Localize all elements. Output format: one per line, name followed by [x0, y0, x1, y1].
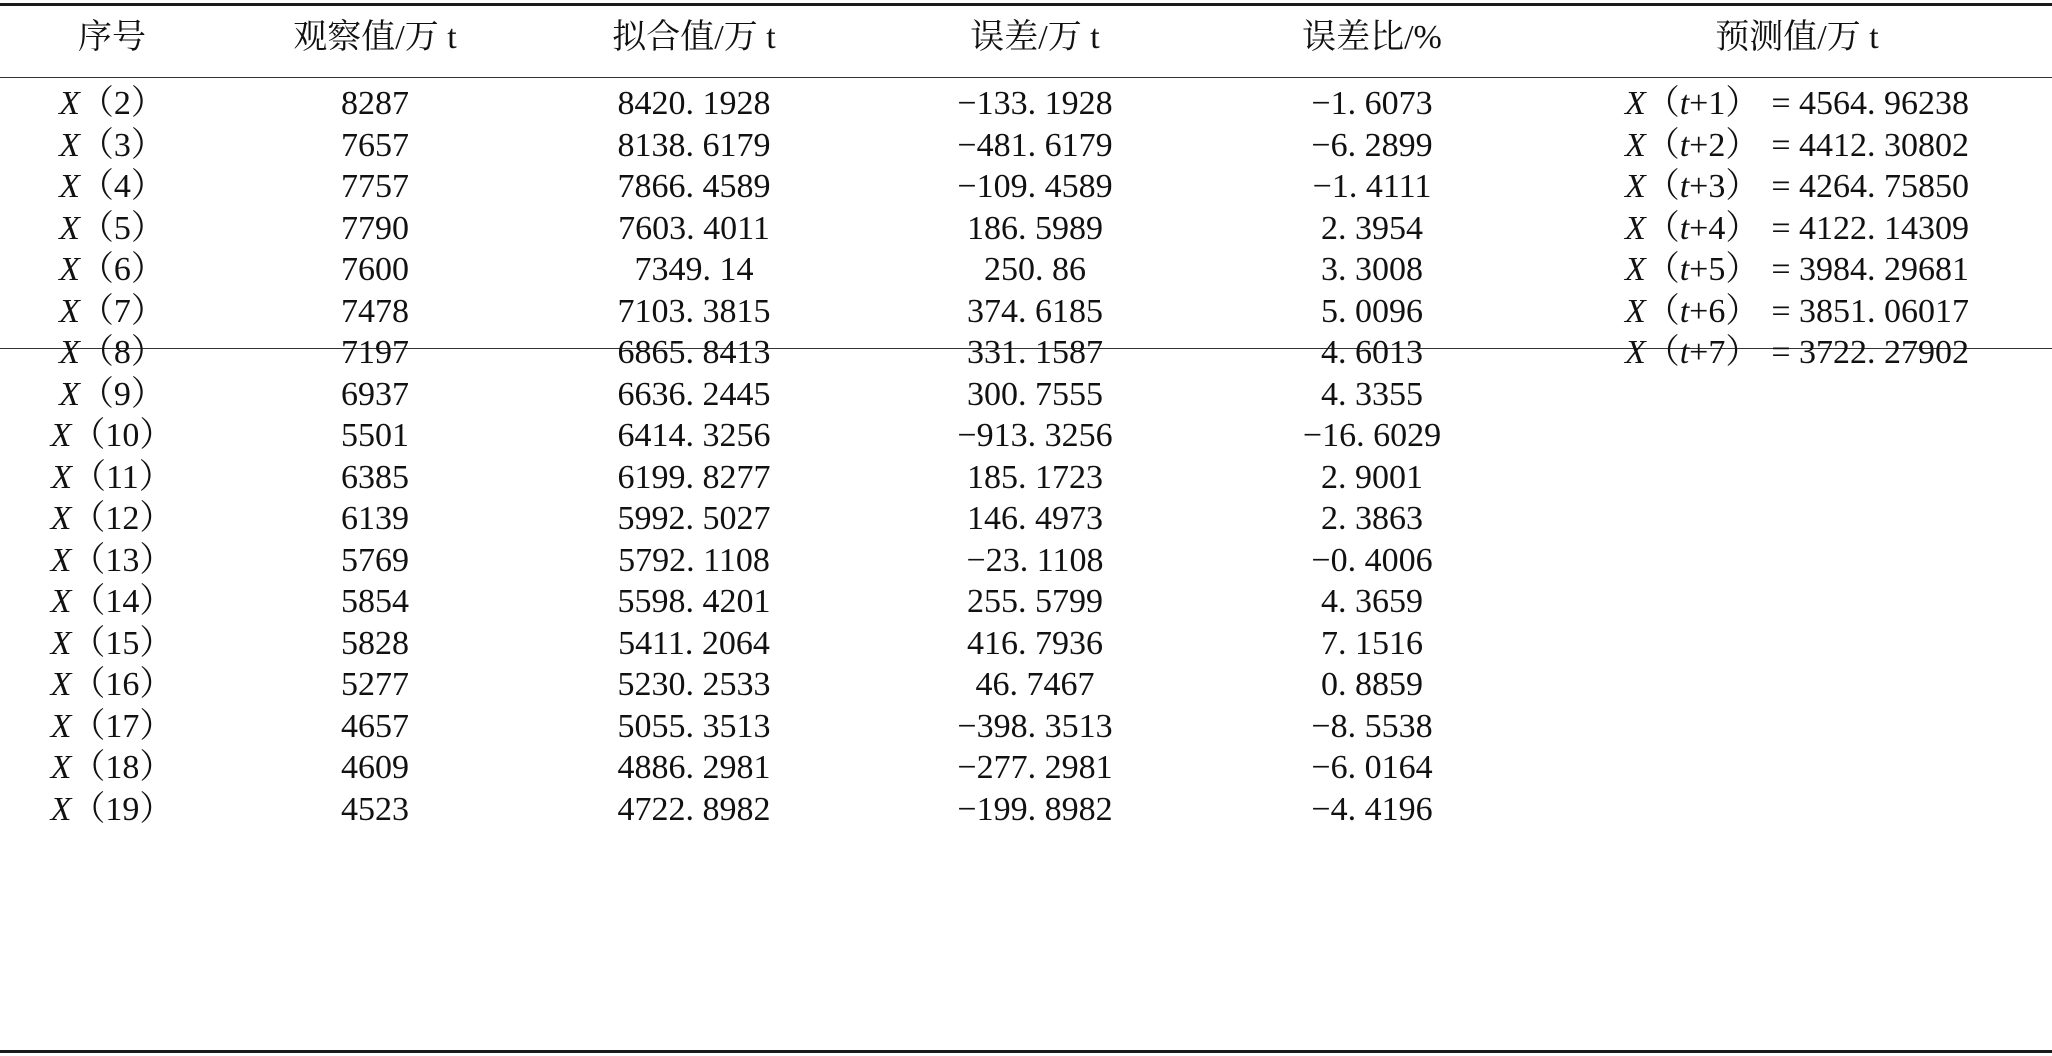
cell-fitted: 5598. 4201 [617, 583, 771, 620]
cell-observed: 4657 [341, 707, 409, 745]
cell-index [51, 541, 174, 581]
cell-index [51, 748, 174, 788]
cell-prediction [1625, 333, 1969, 373]
variable-symbol: X [59, 292, 80, 330]
variable-symbol: X [50, 707, 72, 745]
cell-error-ratio: 4. 3355 [1321, 375, 1423, 413]
cell-fitted: 7103. 3815 [617, 292, 771, 330]
prediction-value: = 3722. 27902 [1771, 334, 1970, 371]
cell-index [51, 416, 174, 456]
cell-index [51, 790, 174, 830]
header-prediction: 预测值/万 t [1715, 19, 1879, 56]
cell-observed: 8287 [341, 85, 409, 122]
header-error-ratio: 误差比/% [1302, 19, 1442, 56]
variable-symbol: X [50, 624, 72, 662]
cell-error-ratio: −4. 4196 [1311, 790, 1433, 828]
prediction-value: = 3984. 29681 [1771, 251, 1970, 288]
cell-fitted: 8420. 1928 [617, 85, 771, 122]
cell-error: 416. 7936 [967, 624, 1103, 662]
cell-observed: 5828 [341, 624, 409, 662]
prediction-variable: X [1624, 292, 1646, 330]
cell-observed: 5277 [341, 666, 409, 703]
cell-error: −23. 1108 [966, 541, 1104, 579]
cell-error-ratio: 4. 6013 [1321, 334, 1423, 371]
cell-fitted: 8138. 6179 [617, 126, 771, 164]
cell-index [51, 499, 174, 539]
cell-error: −109. 4589 [957, 168, 1113, 205]
cell-error: 185. 1723 [967, 458, 1103, 496]
cell-observed: 4609 [341, 749, 409, 786]
header-rule [0, 77, 2052, 78]
cell-fitted: 7349. 14 [634, 251, 754, 288]
prediction-step: +1） [1689, 85, 1760, 122]
index-number: （10） [71, 417, 174, 454]
cell-error-ratio: 2. 3863 [1321, 500, 1423, 537]
prediction-t: t [1679, 292, 1690, 330]
variable-symbol: X [59, 209, 80, 247]
index-number: （9） [79, 375, 165, 413]
prediction-step: +4） [1689, 209, 1760, 247]
variable-symbol: X [50, 417, 72, 454]
variable-symbol: X [50, 583, 72, 620]
cell-error: −913. 3256 [957, 417, 1113, 454]
cell-observed: 7757 [341, 168, 409, 205]
index-number: （6） [79, 251, 165, 288]
cell-error-ratio: −8. 5538 [1311, 707, 1433, 745]
cell-error: −199. 8982 [957, 790, 1113, 828]
prediction-value: = 4564. 96238 [1771, 85, 1970, 122]
cell-error: 46. 7467 [975, 666, 1095, 703]
index-number: （4） [79, 168, 165, 205]
prediction-open: （ [1645, 168, 1680, 205]
cell-error-ratio: 7. 1516 [1321, 624, 1423, 662]
cell-error-ratio: 3. 3008 [1321, 251, 1423, 288]
cell-index [59, 84, 165, 124]
prediction-t: t [1679, 126, 1690, 164]
index-number: （13） [71, 541, 174, 579]
cell-index [51, 707, 174, 747]
cell-observed: 6937 [341, 375, 409, 413]
cell-prediction [1625, 84, 1969, 124]
cell-fitted: 4722. 8982 [617, 790, 771, 828]
cell-index [59, 250, 165, 290]
cell-fitted: 6199. 8277 [617, 458, 771, 496]
prediction-open: （ [1645, 85, 1680, 122]
prediction-step: +6） [1689, 292, 1760, 330]
prediction-open: （ [1645, 292, 1680, 330]
cell-error: 186. 5989 [967, 209, 1103, 247]
index-number: （8） [79, 334, 165, 371]
variable-symbol: X [50, 666, 72, 703]
prediction-step: +7） [1689, 334, 1760, 371]
cell-index [51, 458, 173, 498]
prediction-value: = 4412. 30802 [1771, 126, 1970, 164]
index-number: （12） [71, 500, 174, 537]
cell-observed: 7478 [341, 292, 409, 330]
cell-error-ratio: 2. 9001 [1321, 458, 1423, 496]
cell-observed: 7197 [341, 334, 409, 371]
index-number: （16） [71, 666, 174, 703]
cell-error: 250. 86 [984, 251, 1086, 288]
cell-index [51, 582, 174, 622]
header-error: 误差/万 t [970, 19, 1100, 56]
cell-fitted: 6414. 3256 [617, 417, 771, 454]
cell-observed: 7600 [341, 251, 409, 288]
variable-symbol: X [50, 790, 72, 828]
cell-error: −133. 1928 [957, 85, 1113, 122]
header-observed: 观察值/万 t [293, 19, 457, 56]
prediction-variable: X [1624, 168, 1646, 205]
cell-error: −481. 6179 [957, 126, 1113, 164]
header-index: 序号 [78, 19, 146, 56]
cell-fitted: 6865. 8413 [617, 334, 771, 371]
cell-error: 146. 4973 [967, 500, 1103, 537]
cell-observed: 4523 [341, 790, 409, 828]
table-bottom-rule [0, 1050, 2052, 1053]
prediction-t: t [1679, 251, 1690, 288]
cell-error-ratio: −6. 0164 [1311, 749, 1433, 786]
cell-error-ratio: −6. 2899 [1311, 126, 1433, 164]
prediction-variable: X [1624, 251, 1646, 288]
variable-symbol: X [59, 85, 80, 122]
cell-fitted: 7866. 4589 [617, 168, 771, 205]
variable-symbol: X [59, 168, 80, 205]
cell-observed: 5769 [341, 541, 409, 579]
index-number: （3） [79, 126, 165, 164]
cell-prediction [1625, 250, 1969, 290]
cell-prediction [1625, 126, 1969, 166]
prediction-open: （ [1645, 334, 1680, 371]
index-number: （18） [71, 749, 174, 786]
cell-observed: 7657 [341, 126, 409, 164]
cell-index [51, 624, 174, 664]
index-number: （5） [79, 209, 165, 247]
prediction-t: t [1679, 168, 1690, 205]
variable-symbol: X [50, 541, 72, 579]
cell-fitted: 5992. 5027 [617, 500, 771, 537]
cell-index [59, 292, 165, 332]
prediction-step: +2） [1689, 126, 1760, 164]
cell-error-ratio: 4. 3659 [1321, 583, 1423, 620]
prediction-step: +3） [1689, 168, 1760, 205]
cell-index [59, 375, 165, 415]
prediction-variable: X [1624, 209, 1646, 247]
cell-fitted: 6636. 2445 [617, 375, 771, 413]
prediction-open: （ [1645, 126, 1680, 164]
index-number: （17） [71, 707, 174, 745]
prediction-t: t [1679, 85, 1690, 122]
cell-fitted: 7603. 4011 [618, 209, 770, 247]
cell-error-ratio: −0. 4006 [1311, 541, 1433, 579]
prediction-value: = 3851. 06017 [1771, 292, 1970, 330]
variable-symbol: X [50, 749, 72, 786]
cell-error-ratio: −1. 6073 [1311, 85, 1433, 122]
prediction-value: = 4264. 75850 [1771, 168, 1970, 205]
prediction-open: （ [1645, 251, 1680, 288]
cell-error: 255. 5799 [967, 583, 1103, 620]
cell-error-ratio: −1. 4111 [1312, 168, 1432, 205]
cell-error: −277. 2981 [957, 749, 1113, 786]
cell-error: 300. 7555 [967, 375, 1103, 413]
variable-symbol: X [59, 251, 80, 288]
cell-error-ratio: 2. 3954 [1321, 209, 1423, 247]
variable-symbol: X [59, 334, 80, 371]
cell-observed: 6385 [341, 458, 409, 496]
cell-fitted: 5230. 2533 [617, 666, 771, 703]
header-fitted: 拟合值/万 t [612, 19, 776, 56]
index-number: （14） [71, 583, 174, 620]
variable-symbol: X [50, 500, 72, 537]
cell-index [59, 167, 165, 207]
cell-fitted: 4886. 2981 [617, 749, 771, 786]
cell-index [51, 665, 174, 705]
prediction-variable: X [1624, 126, 1646, 164]
cell-fitted: 5055. 3513 [617, 707, 771, 745]
prediction-t: t [1679, 209, 1690, 247]
index-number: （15） [71, 624, 174, 662]
variable-symbol: X [59, 375, 80, 413]
prediction-open: （ [1645, 209, 1680, 247]
index-number: （11） [72, 458, 173, 496]
prediction-t: t [1679, 334, 1690, 371]
cell-index [59, 126, 165, 166]
prediction-step: +5） [1689, 251, 1760, 288]
cell-fitted: 5792. 1108 [618, 541, 770, 579]
cell-error: −398. 3513 [957, 707, 1113, 745]
cell-fitted: 5411. 2064 [618, 624, 770, 662]
cell-error-ratio: 5. 0096 [1321, 292, 1423, 330]
cell-error-ratio: −16. 6029 [1302, 417, 1442, 454]
variable-symbol: X [51, 458, 73, 496]
index-number: （2） [79, 85, 165, 122]
cell-index [59, 333, 165, 373]
variable-symbol: X [59, 126, 80, 164]
cell-observed: 5501 [341, 417, 409, 454]
prediction-value: = 4122. 14309 [1771, 209, 1970, 247]
cell-prediction [1625, 167, 1969, 207]
index-number: （19） [71, 790, 174, 828]
cell-observed: 6139 [341, 500, 409, 537]
cell-error: 331. 1587 [967, 334, 1103, 371]
cell-error: 374. 6185 [967, 292, 1103, 330]
table-top-rule [0, 3, 2052, 6]
cell-prediction [1625, 209, 1969, 249]
cell-prediction [1625, 292, 1969, 332]
index-number: （7） [79, 292, 165, 330]
cell-error-ratio: 0. 8859 [1321, 666, 1423, 703]
cell-index [59, 209, 165, 249]
cell-observed: 5854 [341, 583, 409, 620]
prediction-variable: X [1624, 85, 1646, 122]
cell-observed: 7790 [341, 209, 409, 247]
prediction-variable: X [1624, 334, 1646, 371]
